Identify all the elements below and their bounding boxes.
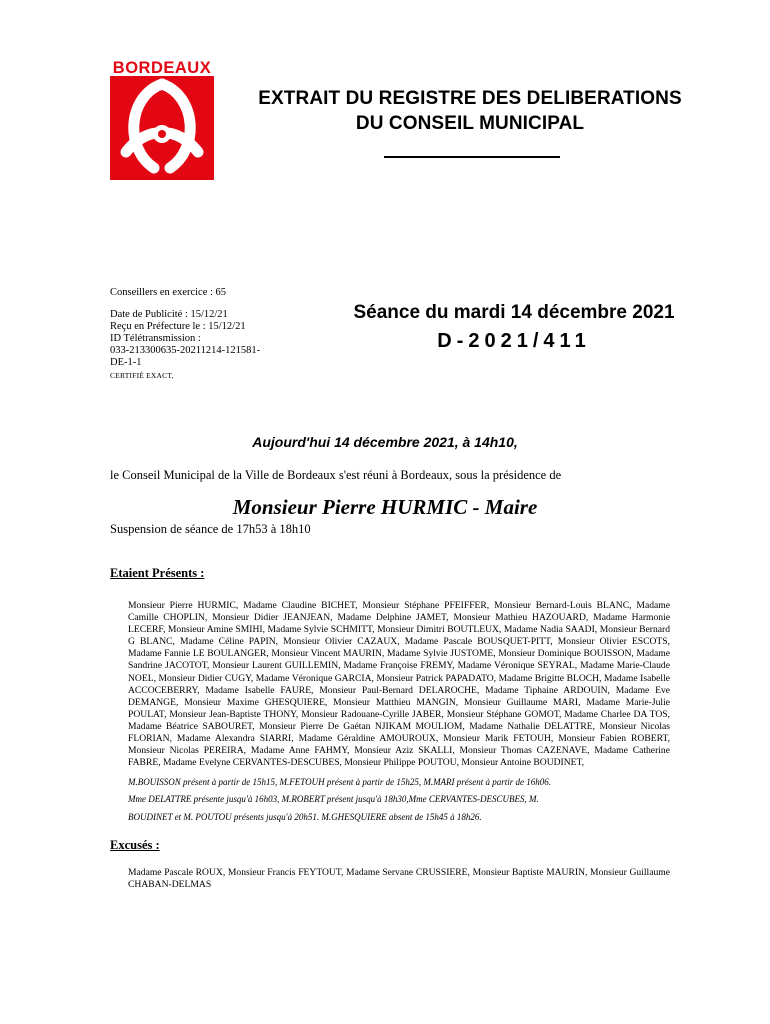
- deliberation-number: D-2021/411: [437, 330, 591, 352]
- teletransmission-label: ID Télétransmission :: [110, 333, 201, 344]
- title-underline: [384, 156, 560, 158]
- certifie-exact: CERTIFIÉ EXACT,: [110, 371, 174, 380]
- suspension-text: Suspension de séance de 17h53 à 18h10: [110, 522, 311, 536]
- president-name: Monsieur Pierre HURMIC - Maire: [232, 495, 538, 519]
- teletransmission-id-2: DE-1-1: [110, 357, 142, 368]
- excuses-list: Madame Pascale ROUX, Monsieur Francis FEYTOUT, Madame Servane CRUSSIERE, Monsieur Baptiste MAURIN, Monsieur Guillaume CHABAN-DELMAS: [128, 867, 670, 891]
- conseillers-count: Conseillers en exercice : 65: [110, 287, 227, 298]
- presents-heading: Etaient Présents :: [110, 566, 205, 580]
- attendance-notes: [128, 776, 670, 824]
- attendance-note: Mme DELATTRE présente jusqu'à 16h03, M.ROBERT présent jusqu'à 18h30,Mme CERVANTES-DESCUBES, M.: [128, 794, 539, 804]
- attendance-note: M.BOUISSON présent à partir de 15h15, M.FETOUH présent à partir de 15h25, M.MARI présent à partir de 16h06.: [128, 777, 552, 787]
- bordeaux-logo: [110, 56, 214, 180]
- attendance-note: BOUDINET et M. POUTOU présents jusqu'à 20h51. M.GHESQUIERE absent de 15h45 à 18h26.: [128, 812, 482, 822]
- transmission-info: [110, 309, 310, 382]
- presents-list: Monsieur Pierre HURMIC, Madame Claudine BICHET, Monsieur Stéphane PFEIFFER, Monsieur Bernard-Louis BLANC, Madame Camille CHOPLIN, Monsieur Didier JEANJEAN, Madame Delphine JAMET, Monsieur Mathieu HAZOUARD, Madame Harmonie LECERF, Monsieur Amine SMIHI, Madame Sylvie SCHMITT, Monsieur Dimitri BOUTLEUX, Madame Nadia SAADI, Monsieur Bernard G BLANC, Madame Céline PAPIN, Monsieur Olivier CAZAUX, Madame Pascale BOUSQUET-PITT, Monsieur Olivier ESCOTS, Madame Fannie LE BOULANGER, Monsieur Vincent MAURIN, Madame Sylvie JUSTOME, Monsieur Dominique BOUISSON, Madame Sandrine JACOTOT, Monsieur Laurent GUILLEMIN, Madame Françoise FREMY, Madame Véronique SEYRAL, Madame Marie-Claude NOEL, Monsieur Didier CUGY, Madame Véronique GARCIA, Monsieur Patrick PAPADATO, Madame Brigitte BLOCH, Madame Isabelle ACCOCEBERRY, Madame Isabelle FAURE, Monsieur Paul-Bernard DELAROCHE, Madame Tiphaine ARDOUIN, Madame Eve DEMANGE, Monsieur Maxime GHESQUIERE, Monsieur Matthieu MANGIN, Monsieur Guillaume MARI, Madame Marie-Julie POULAT, Monsieur Jean-Baptiste THONY, Monsieur Radouane-Cyrille JABER, Monsieur Stéphane GOMOT, Madame Charlee DA TOS, Madame Béatrice SABOURET, Monsieur Pierre De Gaétan NJIKAM MOULIOM, Madame Nathalie DELATTRE, Monsieur Nicolas FLORIAN, Madame Alexandra SIARRI, Madame Géraldine AMOUROUX, Monsieur Marik FETOUH, Monsieur Fabien ROBERT, Monsieur Nicolas PEREIRA, Madame Anne FAHMY, Monsieur Aziz SKALLI, Monsieur Thomas CAZENAVE, Madame Catherine FABRE, Madame Evelyne CERVANTES-DESCUBES, Monsieur Philippe POUTOU, Monsieur Antoine BOUDINET,: [128, 600, 670, 769]
- document-title-line1: EXTRAIT DU REGISTRE DES DELIBERATIONS: [258, 88, 682, 109]
- prefecture-date: Reçu en Préfecture le : 15/12/21: [110, 321, 246, 332]
- teletransmission-id-1: 033-213300635-20211214-121581-: [110, 345, 261, 356]
- publicite-date: Date de Publicité : 15/12/21: [110, 309, 228, 320]
- session-datetime: Aujourd'hui 14 décembre 2021, à 14h10,: [252, 434, 518, 450]
- logo-text: BORDEAUX: [112, 59, 212, 77]
- council-intro: le Conseil Municipal de la Ville de Bordeaux s'est réuni à Bordeaux, sous la présidence de: [110, 468, 562, 482]
- document-title-line2: DU CONSEIL MUNICIPAL: [355, 113, 585, 134]
- excuses-heading: Excusés :: [110, 838, 160, 852]
- seance-date: Séance du mardi 14 décembre 2021: [353, 302, 675, 323]
